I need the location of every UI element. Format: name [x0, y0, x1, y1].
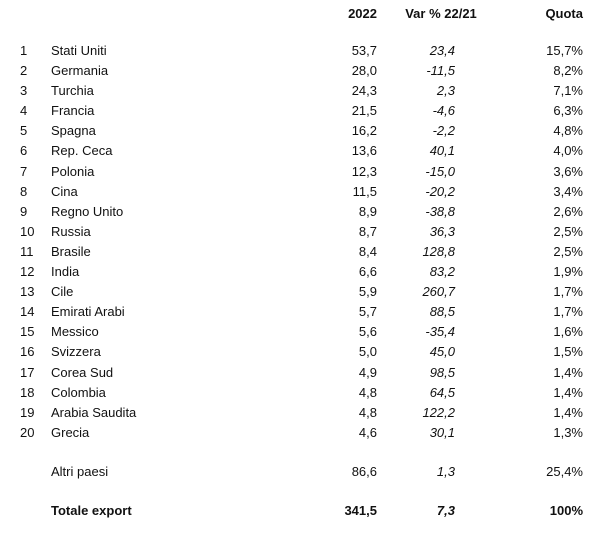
value-cell: 28,0 [351, 63, 377, 79]
share-cell: 6,3% [553, 103, 583, 119]
value-cell: 5,7 [358, 304, 377, 320]
country-cell: Totale export [51, 502, 132, 518]
table-row [0, 383, 600, 403]
share-cell: 1,9% [553, 264, 583, 280]
table-row [0, 423, 600, 443]
rank-cell: 18 [20, 384, 35, 400]
rank-cell: 10 [20, 223, 35, 239]
var-cell: 1,3 [436, 463, 455, 479]
share-cell: 1,5% [553, 344, 583, 360]
var-cell: 128,8 [422, 243, 455, 259]
value-cell: 6,6 [358, 264, 377, 280]
var-cell: 36,3 [429, 223, 455, 239]
rank-cell: 13 [20, 284, 35, 300]
spacer-row [0, 482, 600, 501]
share-cell: 2,5% [553, 243, 583, 259]
country-cell: Germania [51, 63, 109, 79]
share-cell: 1,4% [553, 384, 583, 400]
share-cell: 1,4% [553, 404, 583, 420]
rank-cell: 1 [20, 43, 28, 58]
table-row [0, 61, 600, 81]
country-cell: Svizzera [51, 344, 101, 360]
country-cell: India [51, 264, 80, 280]
value-cell: 21,5 [351, 103, 377, 119]
rank-cell: 6 [20, 143, 28, 159]
share-cell: 3,6% [553, 163, 583, 179]
spacer-row [0, 25, 600, 41]
rank-cell: 15 [20, 324, 35, 340]
value-cell: 13,6 [351, 143, 377, 159]
value-cell: 86,6 [351, 463, 377, 479]
country-cell: Messico [51, 324, 99, 340]
country-cell: Altri paesi [51, 463, 109, 479]
var-cell: -38,8 [425, 203, 455, 219]
header-share: Quota [545, 5, 583, 21]
share-cell: 25,4% [546, 463, 583, 479]
country-cell: Grecia [51, 424, 90, 440]
rank-cell [0, 462, 47, 482]
country-cell: Cina [51, 183, 78, 199]
rank-cell: 7 [20, 163, 28, 179]
share-cell: 3,4% [553, 183, 583, 199]
share-cell: 1,7% [553, 304, 583, 320]
header-var-percent: Var % 22/21 [405, 5, 477, 21]
table-row [0, 81, 600, 101]
table-row [0, 282, 600, 302]
value-cell: 4,9 [358, 364, 377, 380]
table-row [0, 262, 600, 282]
country-cell: Arabia Saudita [51, 404, 137, 420]
table-row [0, 242, 600, 262]
value-cell: 11,5 [352, 183, 377, 199]
table-header-row [0, 0, 600, 25]
country-cell: Cile [51, 284, 74, 300]
country-cell: Emirati Arabi [51, 304, 125, 320]
table-row [0, 101, 600, 121]
table-row [0, 342, 600, 362]
var-cell: 2,3 [436, 83, 455, 99]
rank-cell: 14 [20, 304, 35, 320]
var-cell: 64,5 [429, 384, 455, 400]
value-cell: 16,2 [351, 123, 377, 139]
value-cell: 341,5 [344, 502, 377, 518]
share-cell: 2,5% [553, 223, 583, 239]
value-cell: 8,9 [358, 203, 377, 219]
var-cell: 88,5 [429, 304, 455, 320]
rank-cell: 11 [20, 243, 34, 259]
rank-cell: 19 [20, 404, 35, 420]
value-cell: 24,3 [351, 83, 377, 99]
rank-cell: 17 [20, 364, 35, 380]
table-row [0, 302, 600, 322]
share-cell: 4,0% [553, 143, 583, 159]
country-cell: Colombia [51, 384, 106, 400]
var-cell: 122,2 [422, 404, 455, 420]
table-row [0, 403, 600, 423]
country-cell: Spagna [51, 123, 96, 139]
var-cell: 23,4 [429, 43, 455, 58]
table-row [0, 222, 600, 242]
table-row [0, 322, 600, 342]
value-cell: 5,6 [358, 324, 377, 340]
table-row [0, 121, 600, 141]
rank-cell: 16 [20, 344, 35, 360]
value-cell: 12,3 [351, 163, 377, 179]
value-cell: 5,0 [358, 344, 377, 360]
var-cell: 98,5 [429, 364, 455, 380]
share-cell: 15,7% [546, 43, 583, 58]
header-rank [0, 0, 47, 25]
share-cell: 4,8% [553, 123, 583, 139]
share-cell: 1,6% [553, 324, 583, 340]
country-cell: Stati Uniti [51, 43, 107, 58]
value-cell: 8,7 [358, 223, 377, 239]
var-cell: -4,6 [432, 103, 455, 119]
table-row [0, 363, 600, 383]
value-cell: 8,4 [358, 243, 377, 259]
total-row [0, 501, 600, 521]
rank-cell [0, 501, 47, 521]
table-body [0, 25, 600, 521]
var-cell: -11,5 [426, 63, 455, 79]
header-value-2022: 2022 [348, 5, 377, 21]
rank-cell: 5 [20, 123, 28, 139]
table-row [0, 162, 600, 182]
var-cell: 30,1 [429, 424, 455, 440]
share-cell: 100% [549, 502, 583, 518]
var-cell: 45,0 [429, 344, 455, 360]
share-cell: 1,7% [553, 284, 583, 300]
table-row [0, 141, 600, 161]
value-cell: 53,7 [351, 43, 377, 58]
country-cell: Turchia [51, 83, 94, 99]
value-cell: 4,6 [358, 424, 377, 440]
rank-cell: 8 [20, 183, 28, 199]
country-cell: Francia [51, 103, 95, 119]
value-cell: 4,8 [358, 384, 377, 400]
country-cell: Corea Sud [51, 364, 114, 380]
share-cell: 8,2% [553, 63, 583, 79]
rank-cell: 20 [20, 424, 35, 440]
share-cell: 2,6% [553, 203, 583, 219]
rank-cell: 3 [20, 83, 28, 99]
rank-cell: 12 [20, 264, 35, 280]
country-cell: Regno Unito [51, 203, 124, 219]
country-cell: Polonia [51, 163, 95, 179]
var-cell: -20,2 [425, 183, 455, 199]
share-cell: 1,3% [553, 424, 583, 440]
others-row [0, 462, 600, 482]
var-cell: -35,4 [425, 324, 455, 340]
value-cell: 4,8 [358, 404, 377, 420]
country-cell: Rep. Ceca [51, 143, 113, 159]
country-cell: Russia [51, 223, 91, 239]
var-cell: 7,3 [436, 502, 455, 518]
share-cell: 7,1% [553, 83, 583, 99]
var-cell: 260,7 [422, 284, 455, 300]
table-row [0, 202, 600, 222]
var-cell: -15,0 [425, 163, 455, 179]
header-country [47, 0, 295, 25]
rank-cell: 4 [20, 103, 28, 119]
rank-cell: 9 [20, 203, 28, 219]
var-cell: -2,2 [432, 123, 455, 139]
country-cell: Brasile [51, 243, 91, 259]
share-cell: 1,4% [553, 364, 583, 380]
var-cell: 83,2 [429, 264, 455, 280]
value-cell: 5,9 [358, 284, 377, 300]
rank-cell: 2 [20, 63, 28, 79]
spacer-row [0, 443, 600, 462]
table-row [0, 41, 600, 61]
table-row [0, 182, 600, 202]
var-cell: 40,1 [429, 143, 455, 159]
